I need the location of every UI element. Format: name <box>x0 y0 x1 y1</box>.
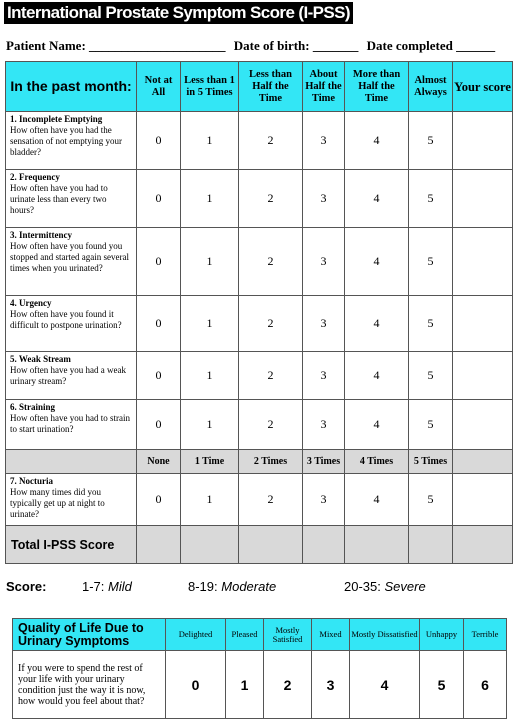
question-cell <box>6 400 137 450</box>
qol-question-row <box>13 651 507 719</box>
score-input[interactable] <box>453 400 513 450</box>
answer-option[interactable]: 3 <box>303 352 345 400</box>
score-mild: 1-7: Mild <box>82 579 132 594</box>
question-cell <box>6 112 137 170</box>
question-text: How often have you found you stopped and started again several times when you urinated? <box>10 241 129 273</box>
column-header: About Half the Time <box>303 62 345 112</box>
nocturia-header-row <box>6 450 513 474</box>
answer-option[interactable]: 1 <box>181 170 239 228</box>
question-row <box>6 296 513 352</box>
qol-column-header: Mostly Satisfied <box>264 619 312 651</box>
question-text: How often have you had to urinate less than every two hours? <box>10 183 108 215</box>
answer-option[interactable]: 1 <box>181 400 239 450</box>
total-label: Total I-PSS Score <box>6 526 137 564</box>
column-header: Less than 1 in 5 Times <box>181 62 239 112</box>
question-title: 1. Incomplete Emptying <box>10 114 103 124</box>
question-cell <box>6 352 137 400</box>
qol-option[interactable]: 5 <box>420 651 464 719</box>
blank-cell <box>345 526 409 564</box>
date-of-birth-field[interactable]: Date of birth: _______ <box>233 38 359 53</box>
question-title: 6. Straining <box>10 402 56 412</box>
qol-option[interactable]: 6 <box>464 651 507 719</box>
question-text: How many times did you typically get up at night to urinate? <box>10 487 105 519</box>
question-cell <box>6 296 137 352</box>
answer-option[interactable]: 4 <box>345 400 409 450</box>
score-input[interactable] <box>453 296 513 352</box>
question-text: How often have you had the sensation of not emptying your bladder? <box>10 125 122 157</box>
answer-option[interactable]: 0 <box>137 170 181 228</box>
blank-cell <box>6 450 137 474</box>
answer-option[interactable]: 4 <box>345 228 409 296</box>
blank-cell <box>137 526 181 564</box>
score-input[interactable] <box>453 474 513 526</box>
qol-column-header: Mixed <box>312 619 350 651</box>
header-question: In the past month: <box>6 62 137 112</box>
answer-option[interactable]: 0 <box>137 474 181 526</box>
quality-of-life-table <box>12 618 507 719</box>
qol-option[interactable]: 0 <box>166 651 226 719</box>
answer-option[interactable]: 2 <box>239 228 303 296</box>
answer-option[interactable]: 2 <box>239 170 303 228</box>
answer-option[interactable]: 1 <box>181 296 239 352</box>
column-header: More than Half the Time <box>345 62 409 112</box>
nocturia-column-header: 1 Time <box>181 450 239 474</box>
column-header: Not at All <box>137 62 181 112</box>
score-column-header: Your score <box>453 62 513 112</box>
score-input[interactable] <box>453 112 513 170</box>
answer-option[interactable]: 5 <box>409 400 453 450</box>
blank-cell <box>303 526 345 564</box>
answer-option[interactable]: 1 <box>181 352 239 400</box>
qol-column-header: Mostly Dissatisfied <box>350 619 420 651</box>
patient-name-field[interactable]: Patient Name: _____________________ <box>6 38 226 53</box>
header-row <box>6 62 513 112</box>
total-score-input[interactable] <box>453 526 513 564</box>
qol-column-header: Delighted <box>166 619 226 651</box>
qol-title: Quality of Life Due to Urinary Symptoms <box>13 619 166 651</box>
answer-option[interactable]: 3 <box>303 228 345 296</box>
question-text: How often have you found it difficult to postpone urination? <box>10 309 122 330</box>
date-completed-field[interactable]: Date completed ______ <box>366 38 496 53</box>
answer-option[interactable]: 4 <box>345 112 409 170</box>
answer-option[interactable]: 0 <box>137 228 181 296</box>
answer-option[interactable]: 3 <box>303 400 345 450</box>
qol-option[interactable]: 3 <box>312 651 350 719</box>
answer-option[interactable]: 0 <box>137 112 181 170</box>
score-input[interactable] <box>453 170 513 228</box>
qol-option[interactable]: 2 <box>264 651 312 719</box>
answer-option[interactable]: 2 <box>239 296 303 352</box>
nocturia-column-header: 3 Times <box>303 450 345 474</box>
qol-column-header: Terrible <box>464 619 507 651</box>
ipss-table <box>5 61 513 564</box>
question-row <box>6 228 513 296</box>
column-header: Almost Always <box>409 62 453 112</box>
qol-header-row <box>13 619 507 651</box>
answer-option[interactable]: 3 <box>303 112 345 170</box>
page-title: International Prostate Symptom Score (I-PSS) <box>4 2 353 24</box>
answer-option[interactable]: 4 <box>345 474 409 526</box>
answer-option[interactable]: 0 <box>137 296 181 352</box>
answer-option[interactable]: 0 <box>137 400 181 450</box>
answer-option[interactable]: 4 <box>345 170 409 228</box>
answer-option[interactable]: 5 <box>409 352 453 400</box>
question-title: 5. Weak Stream <box>10 354 71 364</box>
qol-column-header: Pleased <box>226 619 264 651</box>
nocturia-column-header: None <box>137 450 181 474</box>
answer-option[interactable]: 3 <box>303 296 345 352</box>
answer-option[interactable]: 5 <box>409 474 453 526</box>
answer-option[interactable]: 3 <box>303 170 345 228</box>
nocturia-column-header: 2 Times <box>239 450 303 474</box>
answer-option[interactable]: 3 <box>303 474 345 526</box>
total-row <box>6 526 513 564</box>
question-row <box>6 400 513 450</box>
blank-cell <box>181 526 239 564</box>
answer-option[interactable]: 4 <box>345 296 409 352</box>
score-moderate: 8-19: Moderate <box>188 579 277 594</box>
question-text: How often have you had a weak urinary stream? <box>10 365 126 386</box>
nocturia-column-header: 5 Times <box>409 450 453 474</box>
answer-option[interactable]: 2 <box>239 474 303 526</box>
question-title: 2. Frequency <box>10 172 60 182</box>
answer-option[interactable]: 1 <box>181 112 239 170</box>
blank-cell <box>409 526 453 564</box>
question-row <box>6 112 513 170</box>
answer-option[interactable]: 5 <box>409 170 453 228</box>
answer-option[interactable]: 5 <box>409 228 453 296</box>
answer-option[interactable]: 5 <box>409 296 453 352</box>
question-cell <box>6 228 137 296</box>
answer-option[interactable]: 0 <box>137 352 181 400</box>
score-input[interactable] <box>453 352 513 400</box>
question-row <box>6 474 513 526</box>
qol-column-header: Unhappy <box>420 619 464 651</box>
qol-option[interactable]: 1 <box>226 651 264 719</box>
answer-option[interactable]: 2 <box>239 112 303 170</box>
nocturia-column-header: 4 Times <box>345 450 409 474</box>
answer-option[interactable]: 1 <box>181 228 239 296</box>
column-header: Less than Half the Time <box>239 62 303 112</box>
blank-cell <box>453 450 513 474</box>
question-text: How often have you had to strain to start urination? <box>10 413 130 434</box>
question-row <box>6 352 513 400</box>
question-cell <box>6 474 137 526</box>
question-title: 3. Intermittency <box>10 230 72 240</box>
patient-info <box>6 38 516 54</box>
blank-cell <box>239 526 303 564</box>
answer-option[interactable]: 2 <box>239 400 303 450</box>
answer-option[interactable]: 4 <box>345 352 409 400</box>
qol-question: If you were to spend the rest of your life with your urinary condition just the way it is now, how would you feel about that? <box>13 651 166 719</box>
answer-option[interactable]: 1 <box>181 474 239 526</box>
qol-option[interactable]: 4 <box>350 651 420 719</box>
answer-option[interactable]: 5 <box>409 112 453 170</box>
question-title: 7. Nocturia <box>10 476 53 486</box>
score-severe: 20-35: Severe <box>344 579 426 594</box>
score-legend-label: Score: <box>6 579 47 594</box>
question-row <box>6 170 513 228</box>
answer-option[interactable]: 2 <box>239 352 303 400</box>
question-cell <box>6 170 137 228</box>
question-title: 4. Urgency <box>10 298 52 308</box>
score-input[interactable] <box>453 228 513 296</box>
